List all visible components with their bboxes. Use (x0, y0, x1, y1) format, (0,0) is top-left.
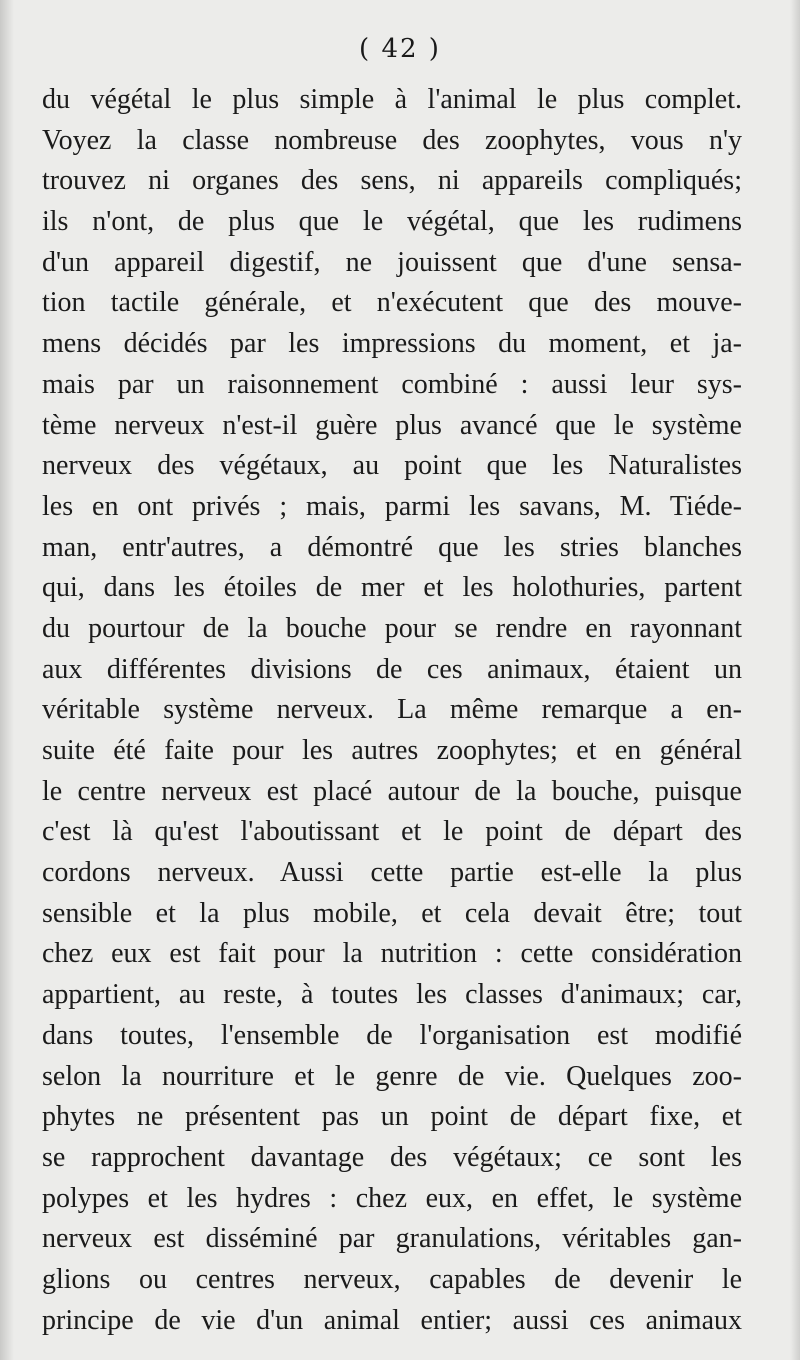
text-line: mais par un raisonnement combiné : aussi leur sys- (42, 368, 742, 400)
text-line: nerveux est disséminé par granulations, véritables gan- (42, 1223, 742, 1255)
text-line: du végétal le plus simple à l'animal le plus complet. (42, 84, 742, 115)
text-line: Voyez la classe nombreuse des zoophytes, vous n'y (42, 124, 742, 156)
text-line: trouvez ni organes des sens, ni appareils compliqués; (42, 165, 742, 197)
text-line: sensible et la plus mobile, et cela devait être; tout (42, 897, 742, 929)
text-line: du pourtour de la bouche pour se rendre en rayonnant (42, 612, 742, 644)
text-line: tion tactile générale, et n'exécutent que des mouve- (42, 287, 742, 319)
text-line: le centre nerveux est placé autour de la bouche, puisque (42, 775, 742, 807)
text-line: principe de vie d'un animal entier; aussi ces animaux (42, 1304, 742, 1336)
text-line: c'est là qu'est l'aboutissant et le point de départ des (42, 816, 742, 848)
text-line: d'un appareil digestif, ne jouissent que d'une sensa- (42, 246, 742, 278)
text-line: man, entr'autres, a démontré que les stries blanches (42, 531, 742, 563)
text-line: phytes ne présentent pas un point de départ fixe, et (42, 1101, 742, 1133)
text-line: nerveux des végétaux, au point que les Naturalistes (42, 450, 742, 482)
text-line: cordons nerveux. Aussi cette partie est-elle la plus (42, 857, 742, 889)
text-line: appartient, au reste, à toutes les classes d'animaux; car, (42, 979, 742, 1011)
text-line: chez eux est fait pour la nutrition : cette considération (42, 938, 742, 970)
text-line: se rapprochent davantage des végétaux; ce sont les (42, 1141, 742, 1173)
body-text (42, 80, 742, 1341)
text-line: polypes et les hydres : chez eux, en effet, le système (42, 1182, 742, 1214)
scan-edge-right (790, 0, 800, 1360)
text-line: dans toutes, l'ensemble de l'organisation est modifié (42, 1019, 742, 1051)
text-line: ils n'ont, de plus que le végétal, que les rudimens (42, 206, 742, 238)
text-line: qui, dans les étoiles de mer et les holothuries, partent (42, 572, 742, 604)
text-line: aux différentes divisions de ces animaux, étaient un (42, 653, 742, 685)
scan-edge-left (0, 0, 14, 1360)
text-line: glions ou centres nerveux, capables de devenir le (42, 1263, 742, 1295)
page-number: ( 42 ) (359, 34, 441, 64)
text-line: véritable système nerveux. La même remarque a en- (42, 694, 742, 726)
text-line: tème nerveux n'est-il guère plus avancé que le système (42, 409, 742, 441)
text-line: suite été faite pour les autres zoophytes; et en général (42, 735, 742, 766)
text-line: les en ont privés ; mais, parmi les savans, M. Tiéde- (42, 490, 742, 522)
text-line: mens décidés par les impressions du moment, et ja- (42, 328, 742, 360)
text-line: selon la nourriture et le genre de vie. Quelques zoo- (42, 1060, 742, 1092)
